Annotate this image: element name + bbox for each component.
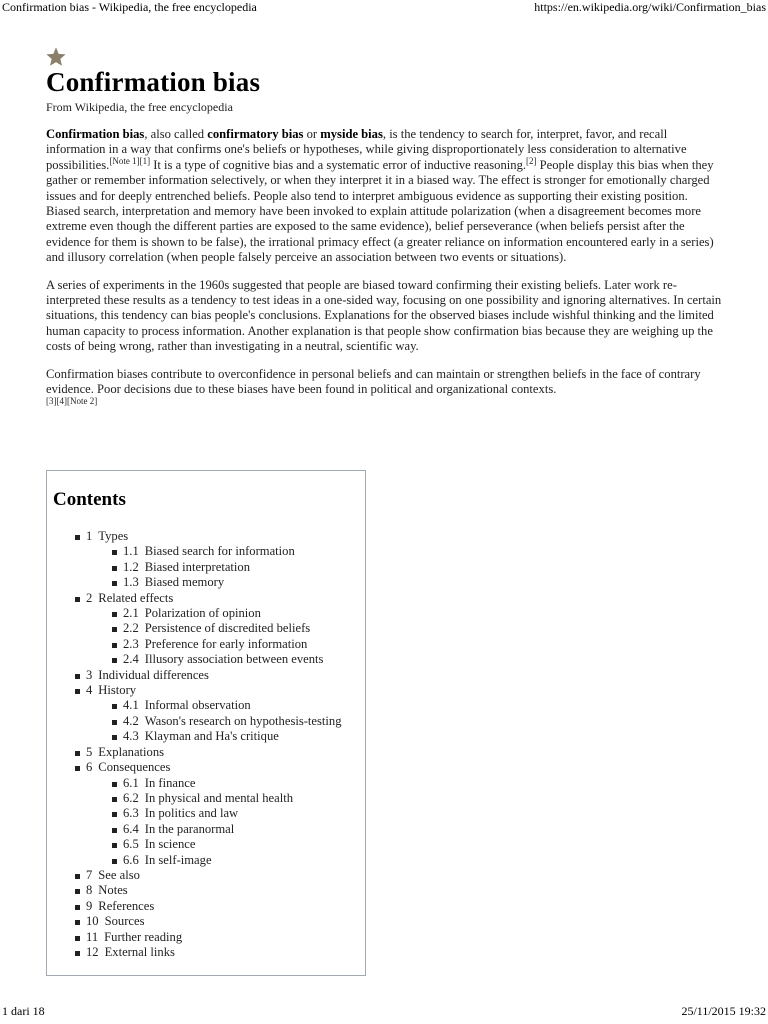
toc-item-label[interactable]: Consequences xyxy=(98,760,171,775)
toc-item-number: 1.3 xyxy=(123,575,139,590)
toc-item[interactable] xyxy=(53,606,365,621)
toc-item-label[interactable]: Related effects xyxy=(98,590,174,605)
article xyxy=(46,46,722,413)
toc-item[interactable] xyxy=(53,652,365,667)
toc-item-label[interactable]: In the paranormal xyxy=(144,821,235,836)
page-count: 1 dari 18 xyxy=(2,1004,45,1018)
toc-item-label[interactable]: In physical and mental health xyxy=(144,790,294,805)
toc-title: Contents xyxy=(53,489,126,510)
toc-item-label[interactable]: Sources xyxy=(104,914,145,929)
toc-item-number: 2.3 xyxy=(123,636,139,651)
toc-item[interactable] xyxy=(53,575,365,590)
toc-item-number: 7 xyxy=(86,867,93,882)
toc-item-number: 2 xyxy=(86,590,93,605)
toc-item-label[interactable]: In finance xyxy=(144,775,196,790)
toc-item-number: 2.2 xyxy=(123,621,139,636)
toc-item-number: 6.4 xyxy=(123,821,139,836)
toc-item-number: 4.1 xyxy=(123,698,139,713)
toc-item[interactable] xyxy=(53,914,365,929)
toc-item-number: 1.2 xyxy=(123,559,139,574)
toc-item-number: 6.3 xyxy=(123,806,139,821)
toc-item-label[interactable]: Persistence of discredited beliefs xyxy=(144,621,311,636)
toc-item-label[interactable]: History xyxy=(98,683,137,698)
toc-item-label[interactable]: Biased memory xyxy=(144,575,225,590)
print-footer xyxy=(0,1004,768,1020)
print-header-title: Confirmation bias - Wikipedia, the free encyclopedia xyxy=(2,0,257,14)
toc-item[interactable] xyxy=(53,529,365,544)
toc-item-number: 6.5 xyxy=(123,837,139,852)
toc-item[interactable] xyxy=(53,837,365,852)
toc-item-label[interactable]: Klayman and Ha's critique xyxy=(144,729,279,744)
toc-item[interactable] xyxy=(53,729,365,744)
toc-item[interactable] xyxy=(53,683,365,698)
toc-item[interactable] xyxy=(53,930,365,945)
toc-item-label[interactable]: Biased search for information xyxy=(144,544,295,559)
toc-item[interactable] xyxy=(53,621,365,636)
featured-star-icon xyxy=(45,46,67,68)
citation-link[interactable]: [3][4][Note 2] xyxy=(46,395,98,406)
toc-item-number: 6.2 xyxy=(123,790,139,805)
toc-item[interactable] xyxy=(53,853,365,868)
toc-item-label[interactable]: Informal observation xyxy=(144,698,251,713)
intro-paragraph-3: Confirmation biases contribute to overconfidence in personal beliefs and can maintain or strengthen beliefs in the face of contrary evidence. Poor decisions due to these biases have been found in political and organizational contexts. [3][4][Note 2] xyxy=(46,366,701,406)
toc-item[interactable] xyxy=(53,637,365,652)
citation-link[interactable]: [Note 1][1] xyxy=(109,155,151,166)
toc-item-label[interactable]: Wason's research on hypothesis-testing xyxy=(144,713,342,728)
toc-item-label[interactable]: Biased interpretation xyxy=(144,559,251,574)
toc-item-number: 4.2 xyxy=(123,713,139,728)
term-confirmatory-bias: confirmatory bias xyxy=(207,127,304,141)
toc-item[interactable] xyxy=(53,560,365,575)
print-timestamp: 25/11/2015 19:32 xyxy=(681,1004,766,1018)
toc-item-number: 2.4 xyxy=(123,652,139,667)
table-of-contents xyxy=(46,470,366,976)
toc-item-label[interactable]: Notes xyxy=(98,883,128,898)
toc-item-number: 10 xyxy=(86,914,99,929)
toc-item-label[interactable]: In self-image xyxy=(144,852,212,867)
term-confirmation-bias: Confirmation bias xyxy=(46,127,145,141)
toc-item-label[interactable]: See also xyxy=(98,867,140,882)
toc-item[interactable] xyxy=(53,776,365,791)
toc-item-label[interactable]: In politics and law xyxy=(144,806,239,821)
page-tagline: From Wikipedia, the free encyclopedia xyxy=(46,100,233,114)
toc-item-number: 1.1 xyxy=(123,544,139,559)
toc-item[interactable] xyxy=(53,806,365,821)
toc-item-number: 11 xyxy=(86,929,99,944)
toc-item[interactable] xyxy=(53,544,365,559)
toc-item[interactable] xyxy=(53,668,365,683)
print-header-url: https://en.wikipedia.org/wiki/Confirmation_bias xyxy=(534,0,766,14)
toc-item[interactable] xyxy=(53,883,365,898)
toc-item-number: 5 xyxy=(86,744,93,759)
toc-item-number: 3 xyxy=(86,667,93,682)
toc-item-number: 6 xyxy=(86,760,93,775)
toc-item[interactable] xyxy=(53,591,365,606)
toc-item[interactable] xyxy=(53,945,365,960)
intro-paragraph-2: A series of experiments in the 1960s suggested that people are biased toward confirming their existing beliefs. Later work re-interpreted these results as a tendency to test ideas in a one-sided way, focusing on one possibility and ignoring alternatives. In certain situations, this tendency can bias people's conclusions. Explanations for the observed biases include wishful thinking and the limited human capacity to process information. Another explanation is that people show confirmation bias because they are weighing up the costs of being wrong, rather than investigating in a neutral, scientific way. xyxy=(46,277,722,354)
toc-item[interactable] xyxy=(53,698,365,713)
toc-item-label[interactable]: Individual differences xyxy=(98,667,209,682)
toc-item-label[interactable]: Preference for early information xyxy=(144,636,308,651)
toc-item-number: 6.6 xyxy=(123,852,139,867)
toc-item-number: 4.3 xyxy=(123,729,139,744)
print-header xyxy=(0,0,768,16)
citation-link[interactable]: [2] xyxy=(526,155,537,166)
toc-item-number: 9 xyxy=(86,898,93,913)
term-myside-bias: myside bias xyxy=(320,127,383,141)
toc-item[interactable] xyxy=(53,745,365,760)
toc-item-label[interactable]: References xyxy=(98,898,155,913)
toc-item[interactable] xyxy=(53,791,365,806)
toc-item-number: 12 xyxy=(86,944,99,959)
toc-item-label[interactable]: In science xyxy=(144,837,196,852)
toc-list xyxy=(53,529,365,960)
page-title: Confirmation bias xyxy=(46,67,261,97)
toc-item-number: 1 xyxy=(86,529,93,543)
toc-item-label[interactable]: Polarization of opinion xyxy=(144,606,261,621)
toc-item[interactable] xyxy=(53,899,365,914)
toc-item-label[interactable]: Illusory association between events xyxy=(144,652,324,667)
toc-item[interactable] xyxy=(53,822,365,837)
toc-item-label[interactable]: Types xyxy=(98,529,129,543)
intro-paragraph-1: Confirmation bias, also called confirmatory bias or myside bias, is the tendency to search for, interpret, favor, and recall information in a way that confirms one's beliefs or hypotheses, while giving disproportionately less consideration to alternative possibilities.[Note 1][1] It is a type of cognitive bias and a systematic error of inductive reasoning.[2] People display this bias when they gather or remember information selectively, or when they interpret it in a biased way. The effect is stronger for emotionally charged issues and for deeply entrenched beliefs. People also tend to interpret ambiguous evidence as supporting their existing position. Biased search, interpretation and memory have been invoked to explain attitude polarization (when a disagreement becomes more extreme even though the different parties are exposed to the same evidence), belief perseverance (when beliefs persist after the evidence for them is shown to be false), the irrational primacy effect (a greater reliance on information encountered early in a series) and illusory correlation (when people falsely perceive an association between two events or situations). xyxy=(46,127,714,265)
toc-item-number: 8 xyxy=(86,883,93,898)
toc-item-number: 6.1 xyxy=(123,775,139,790)
toc-item-label[interactable]: External links xyxy=(104,944,175,959)
toc-item-number: 4 xyxy=(86,683,93,698)
toc-item[interactable] xyxy=(53,714,365,729)
toc-item[interactable] xyxy=(53,760,365,775)
toc-item-label[interactable]: Explanations xyxy=(98,744,165,759)
toc-item[interactable] xyxy=(53,868,365,883)
toc-item-label[interactable]: Further reading xyxy=(104,929,183,944)
toc-item-number: 2.1 xyxy=(123,606,139,621)
